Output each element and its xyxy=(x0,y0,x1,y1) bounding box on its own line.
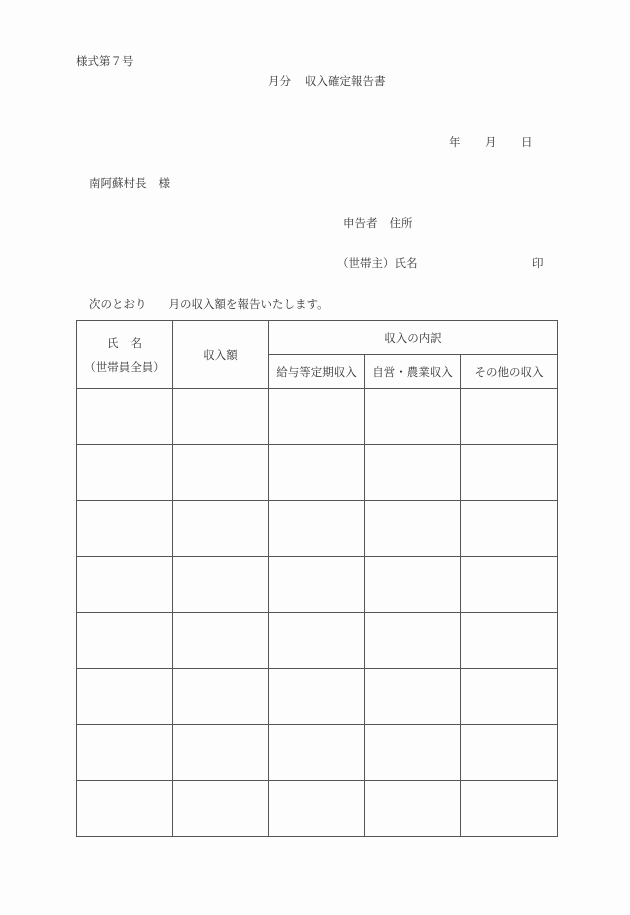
cell-other-income[interactable] xyxy=(461,445,558,501)
cell-salary-income[interactable] xyxy=(269,501,365,557)
cell-salary-income[interactable] xyxy=(269,613,365,669)
cell-name[interactable] xyxy=(77,501,173,557)
table-row xyxy=(77,781,558,837)
table-row xyxy=(77,557,558,613)
title-main: 収入確定報告書 xyxy=(305,74,386,88)
cell-name[interactable] xyxy=(77,725,173,781)
date-month-label: 月 xyxy=(485,135,497,149)
cell-name[interactable] xyxy=(77,613,173,669)
cell-name[interactable] xyxy=(77,781,173,837)
applicant-address-line xyxy=(343,215,413,231)
cell-salary-income[interactable] xyxy=(269,669,365,725)
header-income-amount: 収入額 xyxy=(173,321,269,389)
cell-other-income[interactable] xyxy=(461,501,558,557)
header-other-income: その他の収入 xyxy=(461,355,558,389)
cell-income-amount[interactable] xyxy=(173,389,269,445)
cell-name[interactable] xyxy=(77,445,173,501)
cell-income-amount[interactable] xyxy=(173,781,269,837)
cell-other-income[interactable] xyxy=(461,389,558,445)
table-row xyxy=(77,445,558,501)
intro-sentence xyxy=(89,296,329,312)
table-row xyxy=(77,669,558,725)
cell-other-income[interactable] xyxy=(461,613,558,669)
cell-self-employed-income[interactable] xyxy=(365,501,461,557)
table-row xyxy=(77,613,558,669)
seal-label: 印 xyxy=(532,256,544,270)
cell-name[interactable] xyxy=(77,557,173,613)
table-row xyxy=(77,501,558,557)
date-year-label: 年 xyxy=(449,135,461,149)
cell-self-employed-income[interactable] xyxy=(365,669,461,725)
income-report-table xyxy=(76,320,558,837)
cell-self-employed-income[interactable] xyxy=(365,781,461,837)
cell-self-employed-income[interactable] xyxy=(365,557,461,613)
addressee xyxy=(89,175,170,191)
cell-income-amount[interactable] xyxy=(173,557,269,613)
intro-before: 次のとおり xyxy=(89,297,147,311)
cell-other-income[interactable] xyxy=(461,557,558,613)
cell-other-income[interactable] xyxy=(461,781,558,837)
addressee-honorific: 様 xyxy=(158,176,170,190)
document-title xyxy=(268,73,386,89)
header-self-employed-income: 自営・農業収入 xyxy=(365,355,461,389)
header-salary-income: 給与等定期収入 xyxy=(269,355,365,389)
cell-name[interactable] xyxy=(77,669,173,725)
cell-income-amount[interactable] xyxy=(173,445,269,501)
cell-salary-income[interactable] xyxy=(269,781,365,837)
householder-name-label: （世帯主）氏名 xyxy=(337,256,418,270)
cell-income-amount[interactable] xyxy=(173,501,269,557)
intro-after: 月の収入額を報告いたします。 xyxy=(168,297,329,311)
cell-income-amount[interactable] xyxy=(173,613,269,669)
form-number: 様式第７号 xyxy=(76,54,134,68)
header-income-breakdown: 収入の内訳 xyxy=(269,321,558,355)
cell-other-income[interactable] xyxy=(461,725,558,781)
cell-salary-income[interactable] xyxy=(269,445,365,501)
cell-salary-income[interactable] xyxy=(269,557,365,613)
cell-salary-income[interactable] xyxy=(269,725,365,781)
cell-self-employed-income[interactable] xyxy=(365,725,461,781)
title-month-prefix: 月分 xyxy=(268,74,291,88)
cell-self-employed-income[interactable] xyxy=(365,445,461,501)
applicant-role-label: 申告者 xyxy=(343,216,378,230)
cell-income-amount[interactable] xyxy=(173,669,269,725)
table-row xyxy=(77,389,558,445)
table-row xyxy=(77,725,558,781)
address-label: 住所 xyxy=(389,216,413,230)
cell-salary-income[interactable] xyxy=(269,389,365,445)
cell-name[interactable] xyxy=(77,389,173,445)
cell-income-amount[interactable] xyxy=(173,725,269,781)
cell-self-employed-income[interactable] xyxy=(365,389,461,445)
header-name: 氏 名 （世帯員全員） xyxy=(77,321,173,389)
addressee-name: 南阿蘇村長 xyxy=(89,176,147,190)
cell-self-employed-income[interactable] xyxy=(365,613,461,669)
cell-other-income[interactable] xyxy=(461,669,558,725)
date-day-label: 日 xyxy=(521,135,533,149)
